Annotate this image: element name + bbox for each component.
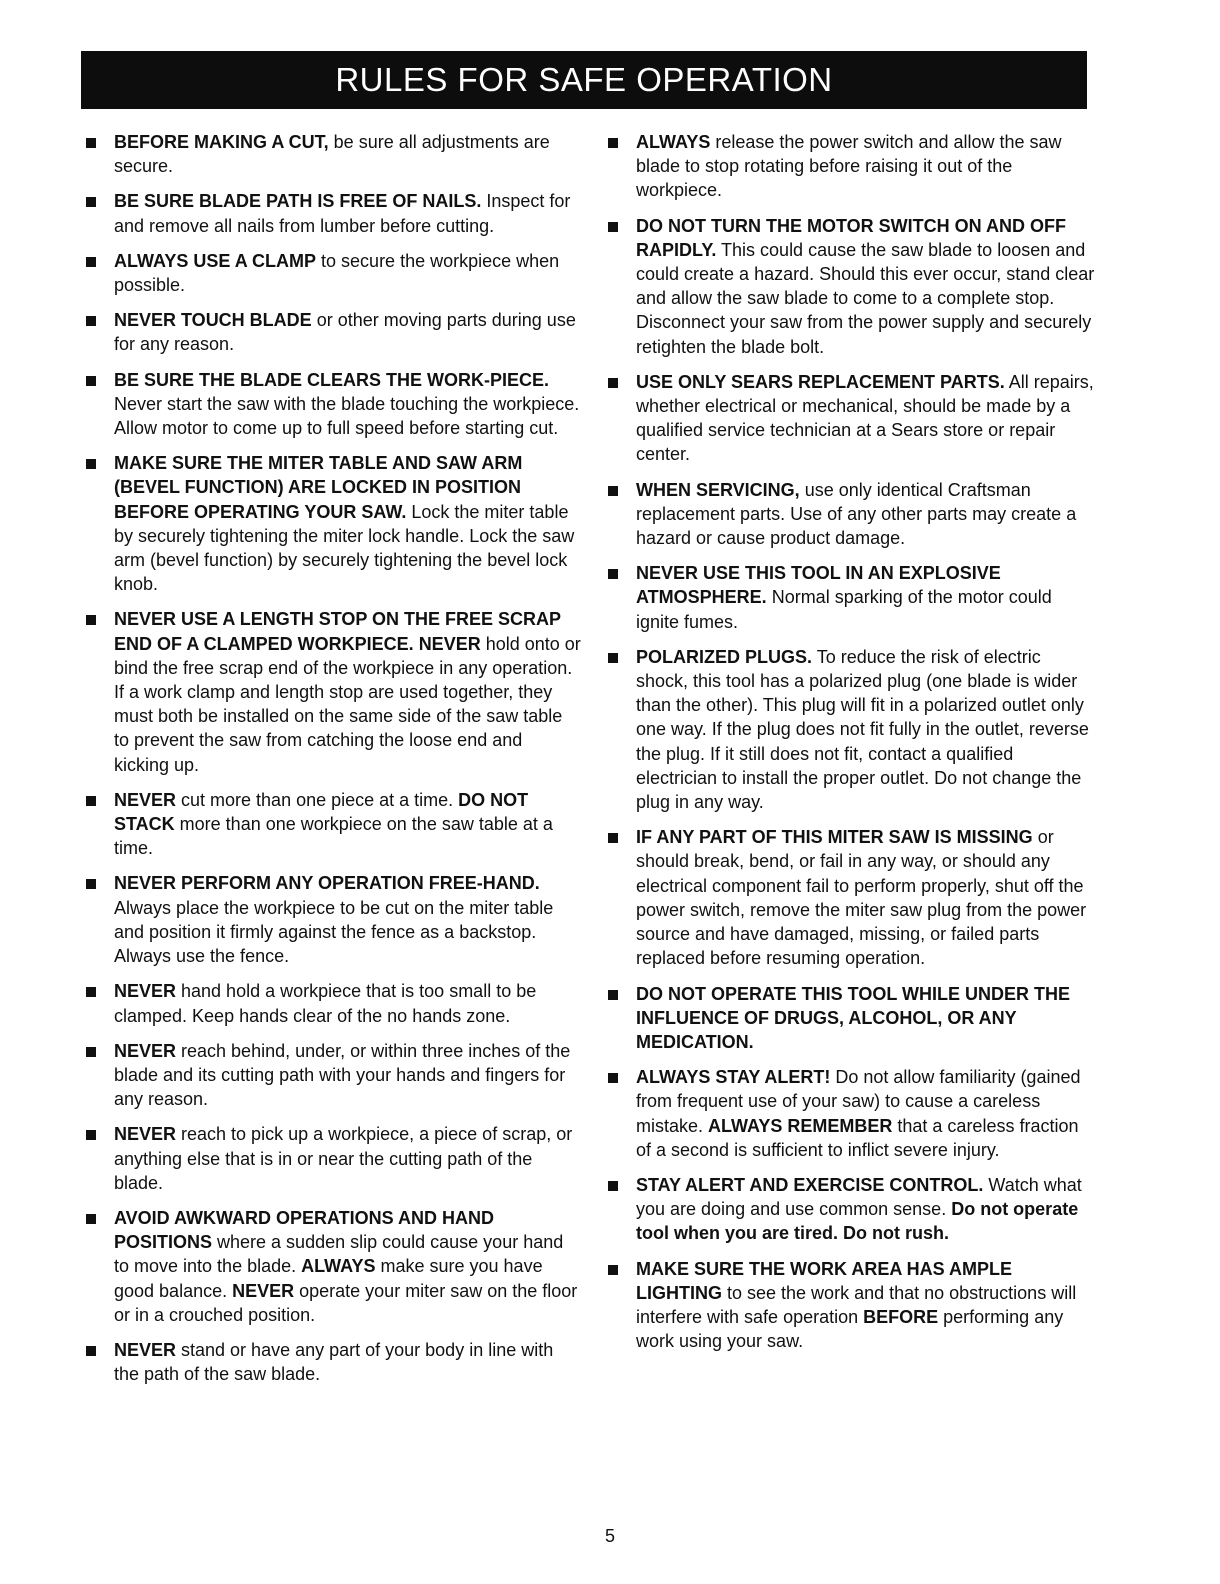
rule-text: stand or have any part of your body in line with the path of the saw blade. xyxy=(114,1339,554,1385)
square-bullet-icon xyxy=(608,990,618,1000)
square-bullet-icon xyxy=(608,1265,618,1275)
rule-text: release the power switch and allow the saw blade to stop rotating before raising it out of the workpiece. xyxy=(636,132,1062,201)
safety-rule xyxy=(82,189,582,237)
square-bullet-icon xyxy=(86,1346,96,1356)
rule-text: This could cause the saw blade to loosen and could create a hazard. Should this ever occur, stand clear and allow the saw blade to come to a complete stop. Disconnect your saw from the power supply and securely retighten the blade bolt. xyxy=(636,239,1095,357)
rule-text: Do not allow familiarity (gained from frequent use of your saw) to cause a careless mistake. xyxy=(636,1067,1081,1136)
safety-rule xyxy=(604,214,1096,359)
square-bullet-icon xyxy=(86,1214,96,1224)
square-bullet-icon xyxy=(608,833,618,843)
rule-bold-text: DO NOT TURN THE MOTOR SWITCH ON AND OFF RAPIDLY. xyxy=(636,215,1066,260)
rule-bold-text: NEVER xyxy=(114,1124,177,1145)
rule-bold-text: USE ONLY SEARS REPLACEMENT PARTS. xyxy=(636,371,1005,392)
safety-rule xyxy=(604,478,1096,551)
rule-text: or should break, bend, or fail in any way, or should any electrical component fail to perform properly, shut off the power switch, remove the miter saw plug from the power source and have damaged, missing, or failed parts replaced before resuming operation. xyxy=(636,827,1087,969)
square-bullet-icon xyxy=(86,1130,96,1140)
safety-rule xyxy=(82,979,582,1027)
rule-text: cut more than one piece at a time. xyxy=(176,789,459,810)
safety-rule xyxy=(604,561,1096,634)
safety-rule xyxy=(604,370,1096,467)
rule-text: use only identical Craftsman replacement parts. Use of any other parts may create a hazard or cause product damage. xyxy=(636,479,1077,549)
square-bullet-icon xyxy=(86,197,96,207)
square-bullet-icon xyxy=(608,1073,618,1083)
rule-text: performing any work using your saw. xyxy=(636,1306,1064,1352)
rule-bold-text: DO NOT STACK xyxy=(114,789,529,835)
rule-bold-text: NEVER PERFORM ANY OPERATION FREE-HAND. xyxy=(114,873,540,894)
square-bullet-icon xyxy=(86,316,96,326)
safety-rule xyxy=(82,1206,582,1327)
page-number: 5 xyxy=(604,1526,615,1546)
safety-rule xyxy=(604,1173,1096,1246)
rule-bold-text: ALWAYS USE A CLAMP xyxy=(114,250,317,271)
safety-rule xyxy=(82,249,582,297)
rule-bold-text: BEFORE MAKING A CUT, xyxy=(114,132,329,152)
safety-rule xyxy=(82,308,582,356)
safety-rule xyxy=(82,368,582,441)
rule-bold-text: AVOID AWKWARD OPERATIONS AND HAND POSITIONS xyxy=(114,1207,494,1253)
square-bullet-icon xyxy=(86,459,96,469)
rule-text: Watch what you are doing and use common sense. xyxy=(636,1174,1082,1220)
rule-text: operate your miter saw on the floor or in a crouched position. xyxy=(114,1280,578,1325)
rule-bold-text: STAY ALERT AND EXERCISE CONTROL. xyxy=(636,1174,984,1195)
rule-text: Never start the saw with the blade touching the workpiece. Allow motor to come up to full speed before starting cut. xyxy=(114,393,580,439)
safety-rule xyxy=(604,1257,1096,1354)
rule-text: or other moving parts during use for any reason. xyxy=(114,310,576,355)
right-column-rules xyxy=(604,130,1096,1364)
rule-text: be sure all adjustments are secure. xyxy=(114,132,550,177)
rule-text: hand hold a workpiece that is too small to be clamped. Keep hands clear of the no hands zone. xyxy=(114,981,537,1026)
safety-rule xyxy=(604,825,1096,970)
rule-bold-text: NEVER xyxy=(418,633,481,654)
safety-rule xyxy=(82,871,582,968)
square-bullet-icon xyxy=(86,257,96,267)
rule-text: where a sudden slip could cause your hand to move into the blade. xyxy=(114,1232,564,1277)
rule-text: Normal sparking of the motor could ignite fumes. xyxy=(636,587,1052,632)
rule-text: more than one workpiece on the saw table at a time. xyxy=(114,814,553,859)
page-title: RULES FOR SAFE OPERATION xyxy=(335,61,833,98)
rule-bold-text: NEVER xyxy=(114,981,177,1002)
rule-bold-text: Do not operate tool when you are tired. Do not rush. xyxy=(636,1199,1079,1244)
square-bullet-icon xyxy=(608,1181,618,1191)
square-bullet-icon xyxy=(86,376,96,386)
rule-text: All repairs, whether electrical or mechanical, should be made by a qualified service technician at a Sears store or repair center. xyxy=(636,371,1094,465)
square-bullet-icon xyxy=(608,653,618,663)
rule-bold-text: MAKE SURE THE WORK AREA HAS AMPLE LIGHTING xyxy=(636,1258,1013,1303)
rule-text: reach behind, under, or within three inches of the blade and its cutting path with your hands and fingers for any reason. xyxy=(114,1040,571,1110)
square-bullet-icon xyxy=(608,486,618,496)
safety-rule xyxy=(604,982,1096,1055)
safety-rule xyxy=(82,130,582,178)
safety-rule xyxy=(82,1122,582,1195)
rule-bold-text: ALWAYS REMEMBER xyxy=(708,1115,893,1136)
safety-rule xyxy=(82,1039,582,1112)
square-bullet-icon xyxy=(608,222,618,232)
rule-bold-text: POLARIZED PLUGS. xyxy=(636,646,813,667)
rule-bold-text: ALWAYS STAY ALERT! xyxy=(636,1067,831,1088)
safety-rule xyxy=(604,645,1096,814)
rule-bold-text: NEVER xyxy=(114,1339,177,1360)
left-column-rules xyxy=(82,130,582,1397)
rule-bold-text: WHEN SERVICING, xyxy=(636,479,800,500)
rule-bold-text: BEFORE xyxy=(863,1306,939,1327)
safety-rule xyxy=(604,1065,1096,1162)
safety-rule xyxy=(82,1338,582,1386)
rule-text: hold onto or bind the free scrap end of the workpiece in any operation. If a work clamp and length stop are used together, they must both be installed on the same side of the saw table to prevent the saw from catching the loose end and kicking up. xyxy=(114,633,581,775)
rule-text: to secure the workpiece when possible. xyxy=(114,250,560,296)
square-bullet-icon xyxy=(86,987,96,997)
safety-rule xyxy=(604,130,1096,203)
rule-text: Inspect for and remove all nails from lumber before cutting. xyxy=(114,191,571,236)
rule-bold-text: DO NOT OPERATE THIS TOOL WHILE UNDER THE INFLUENCE OF DRUGS, ALCOHOL, OR ANY MEDICATION. xyxy=(636,983,1071,1052)
page-title-banner xyxy=(81,51,1087,109)
square-bullet-icon xyxy=(86,879,96,889)
rule-text: To reduce the risk of electric shock, this tool has a polarized plug (one blade is wider than the other). This plug will fit in a polarized outlet only one way. If the plug does not fit fully in the outlet, reverse the plug. If it still does not fit, contact a qualified electrician to install the proper outlet. Do not change the plug in any way. xyxy=(636,646,1089,813)
square-bullet-icon xyxy=(86,796,96,806)
square-bullet-icon xyxy=(86,615,96,625)
rule-bold-text: IF ANY PART OF THIS MITER SAW IS MISSING xyxy=(636,827,1033,848)
rule-bold-text: NEVER TOUCH BLADE xyxy=(114,310,312,331)
safety-rule xyxy=(82,607,582,776)
square-bullet-icon xyxy=(608,378,618,388)
rule-text: that a careless fraction of a second is sufficient to inflict severe injury. xyxy=(636,1115,1079,1160)
square-bullet-icon xyxy=(86,1047,96,1057)
rule-bold-text: ALWAYS xyxy=(301,1256,376,1277)
square-bullet-icon xyxy=(608,569,618,579)
rule-bold-text: BE SURE BLADE PATH IS FREE OF NAILS. xyxy=(114,191,482,212)
rule-bold-text: NEVER xyxy=(232,1280,295,1301)
rule-text: make sure you have good balance. xyxy=(114,1256,543,1301)
safety-rule xyxy=(82,451,582,596)
rule-bold-text: NEVER USE THIS TOOL IN AN EXPLOSIVE ATMOSPHERE. xyxy=(636,563,1001,608)
rule-bold-text: MAKE SURE THE MITER TABLE AND SAW ARM (BEVEL FUNCTION) ARE LOCKED IN POSITION BEFORE OPERATING YOUR SAW. xyxy=(114,453,523,522)
square-bullet-icon xyxy=(608,138,618,148)
square-bullet-icon xyxy=(86,138,96,148)
rule-text: Lock the miter table by securely tightening the miter lock handle. Lock the saw arm (bevel function) by securely tightening the bevel lock knob. xyxy=(114,501,575,595)
rule-text: reach to pick up a workpiece, a piece of scrap, or anything else that is in or near the cutting path of the blade. xyxy=(114,1124,573,1193)
rule-text: Always place the workpiece to be cut on the miter table and position it firmly against the fence as a backstop. Always use the fence. xyxy=(114,897,554,967)
rule-bold-text: NEVER xyxy=(114,789,177,810)
rule-text: to see the work and that no obstructions will interfere with safe operation xyxy=(636,1282,1077,1327)
rule-bold-text: ALWAYS xyxy=(636,132,711,152)
safety-rule xyxy=(82,788,582,861)
rule-bold-text: NEVER xyxy=(114,1040,177,1061)
rule-bold-text: BE SURE THE BLADE CLEARS THE WORK-PIECE. xyxy=(114,369,550,390)
rule-bold-text: NEVER USE A LENGTH STOP ON THE FREE SCRAP END OF A CLAMPED WORKPIECE. xyxy=(114,609,561,654)
